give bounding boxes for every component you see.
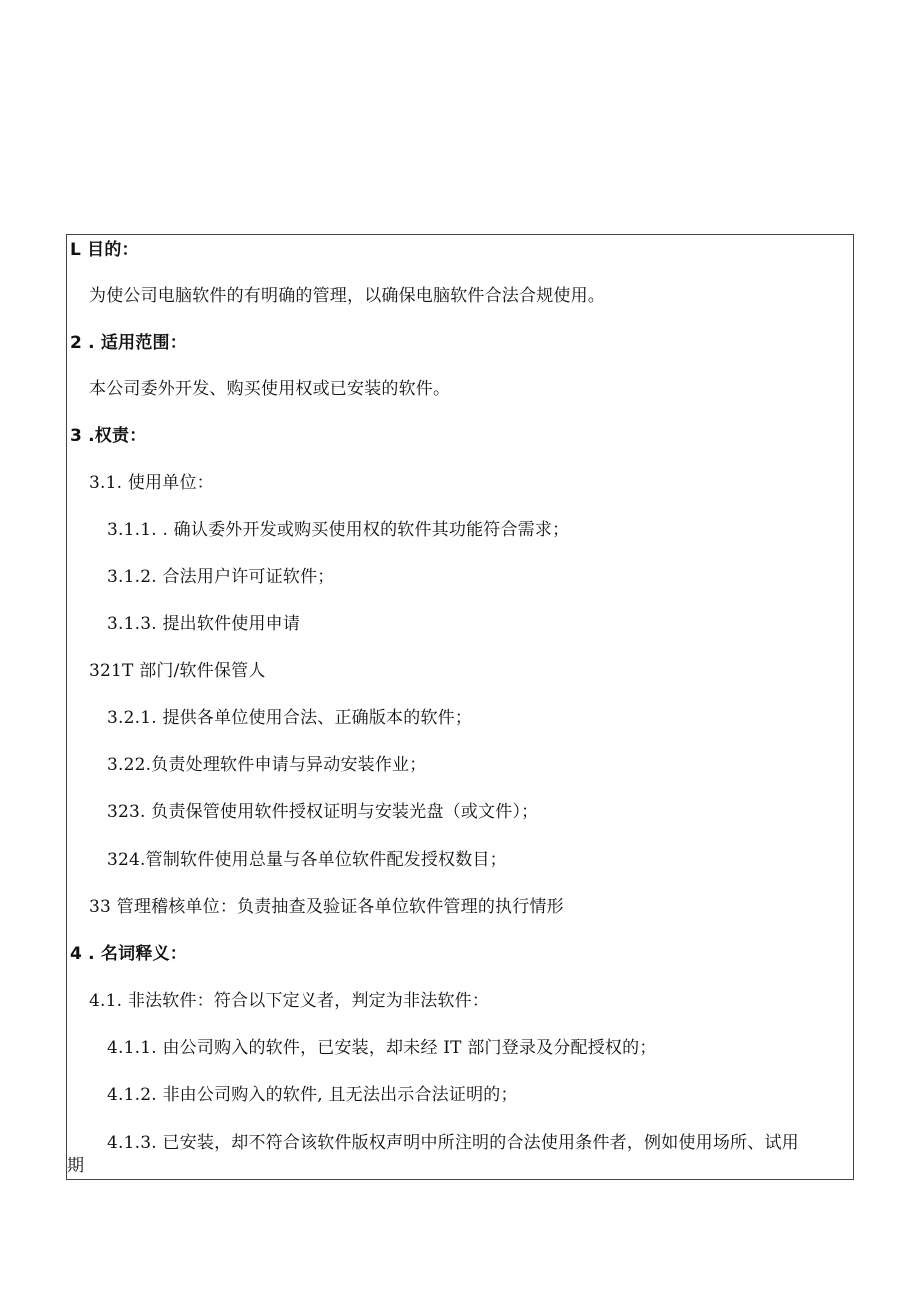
section-1-heading: L 目的： (70, 240, 139, 260)
item-3-1-2: 3.1.2. 合法用户许可证软件； (107, 567, 335, 587)
item-3-1-3: 3.1.3. 提出软件使用申请 (107, 614, 301, 634)
item-3-2-2: 3.22.负责处理软件申请与异动安装作业； (107, 755, 427, 775)
section-3-heading: 3 .权责： (70, 426, 147, 446)
item-4-1-3-continuation: 期 (67, 1156, 85, 1176)
item-3-3: 33 管理稽核单位：负责抽查及验证各单位软件管理的执行情形 (89, 897, 564, 917)
item-3-2: 321T 部门/软件保管人 (89, 661, 266, 681)
section-2-heading: 2 . 适用范围： (70, 333, 187, 353)
item-3-2-3: 323. 负责保管使用软件授权证明与安装光盘（或文件）； (107, 802, 539, 822)
item-3-2-1: 3.2.1. 提供各单位使用合法、正确版本的软件； (107, 708, 473, 728)
section-1-text: 为使公司电脑软件的有明确的管理，以确保电脑软件合法合规使用。 (89, 286, 605, 306)
item-3-1: 3.1. 使用单位： (89, 473, 214, 493)
item-3-1-1: 3.1.1. . 确认委外开发或购买使用权的软件其功能符合需求； (107, 520, 570, 540)
item-3-2-4: 324.管制软件使用总量与各单位软件配发授权数目； (107, 850, 507, 870)
item-4-1-1: 4.1.1. 由公司购入的软件，已安装，却未经 IT 部门登录及分配授权的； (107, 1038, 657, 1058)
section-4-heading: 4 . 名词释义： (70, 944, 187, 964)
item-4-1-3: 4.1.3. 已安装，却不符合该软件版权声明中所注明的合法使用条件者，例如使用场所、试用 (107, 1133, 799, 1153)
section-2-text: 本公司委外开发、购买使用权或已安装的软件。 (89, 379, 451, 399)
item-4-1: 4.1. 非法软件：符合以下定义者，判定为非法软件： (89, 991, 490, 1011)
item-4-1-2: 4.1.2. 非由公司购入的软件, 且无法出示合法证明的； (107, 1085, 518, 1105)
